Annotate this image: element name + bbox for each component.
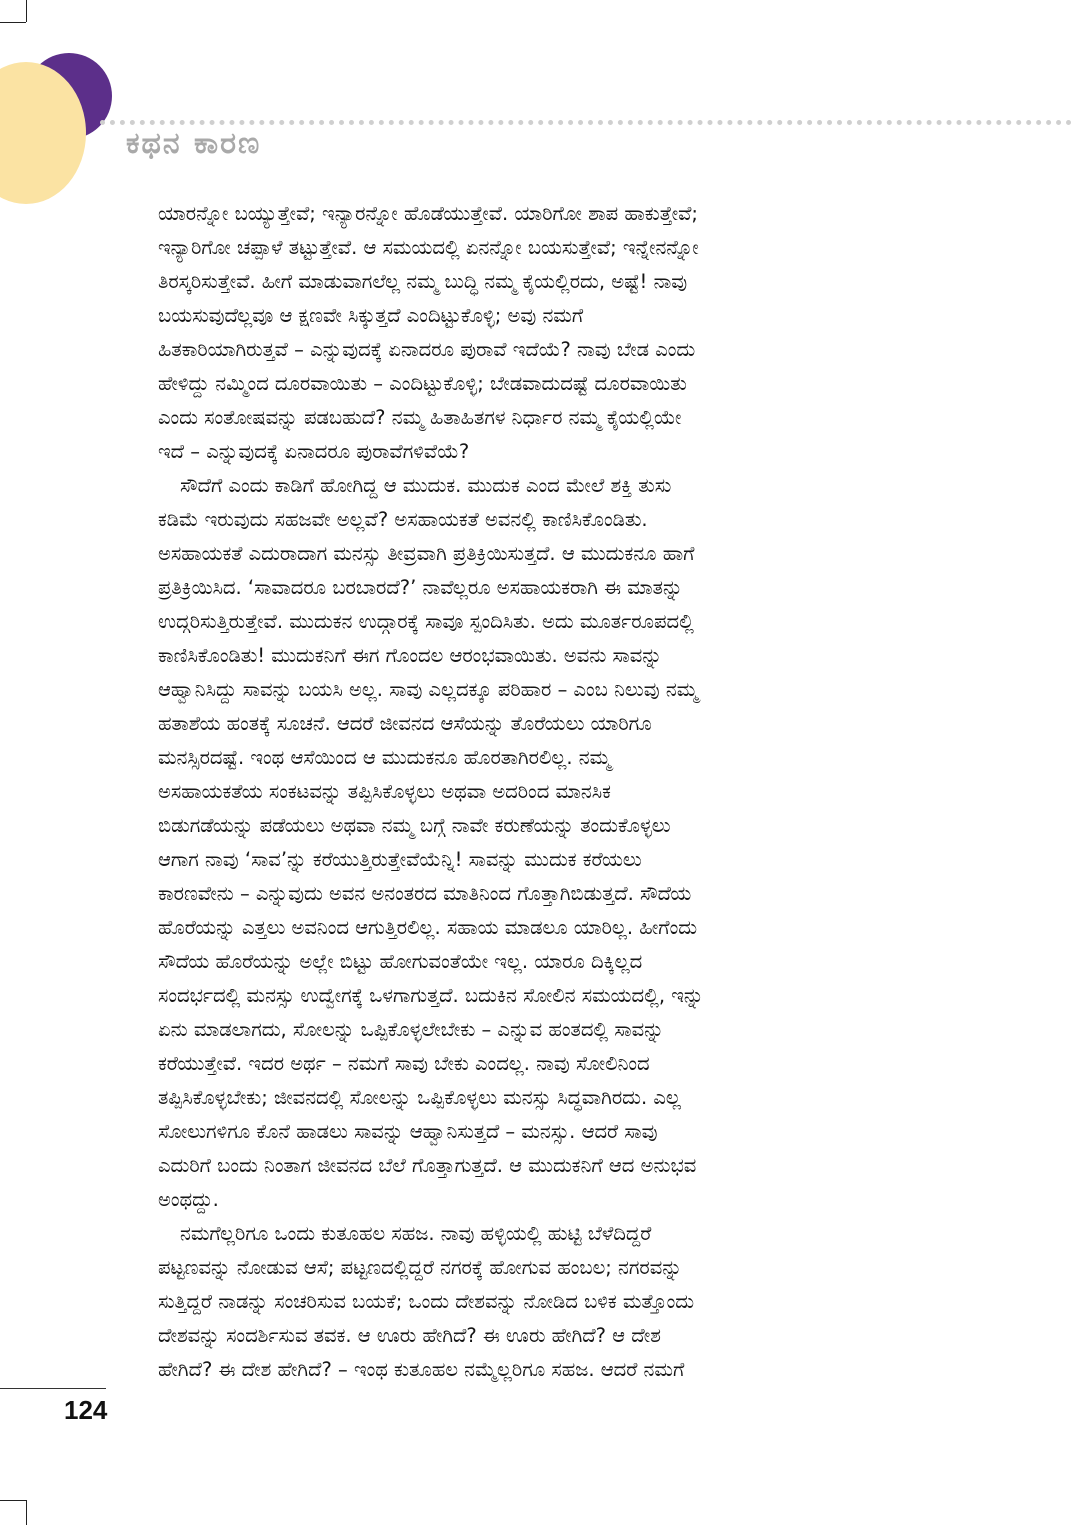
text-line: ಸುತ್ತಿದ್ದರೆ ನಾಡನ್ನು ಸಂಚರಿಸುವ ಬಯಕೆ; ಒಂದು ದೇಶವನ್ನು ನೋಡಿದ ಬಳಿಕ ಮತ್ತೊಂದು: [158, 1290, 695, 1313]
page-number: 124: [64, 1395, 108, 1425]
text-line: ಹೇಳಿದ್ದು ನಮ್ಮಿಂದ ದೂರವಾಯಿತು – ಎಂದಿಟ್ಟುಕೊಳ್ಳಿ; ಬೇಡವಾದುದಷ್ಟೆ ದೂರವಾಯಿತು: [158, 372, 687, 395]
text-line: ಸಂದರ್ಭದಲ್ಲಿ ಮನಸ್ಸು ಉದ್ವೇಗಕ್ಕೆ ಒಳಗಾಗುತ್ತದೆ. ಬದುಕಿನ ಸೋಲಿನ ಸಮಯದಲ್ಲಿ, ಇನ್ನು: [158, 984, 704, 1007]
crop-mark: [0, 1500, 26, 1501]
text-line: ಕಡಿಮೆ ಇರುವುದು ಸಹಜವೇ ಅಲ್ಲವೆ? ಅಸಹಾಯಕತೆ ಅವನಲ್ಲಿ ಕಾಣಿಸಿಕೊಂಡಿತು.: [158, 508, 648, 531]
text-line: ಕರೆಯುತ್ತೇವೆ. ಇದರ ಅರ್ಥ – ನಮಗೆ ಸಾವು ಬೇಕು ಎಂದಲ್ಲ. ನಾವು ಸೋಲಿನಿಂದ: [158, 1052, 650, 1075]
text-line: ಪಟ್ಟಣವನ್ನು ನೋಡುವ ಆಸೆ; ಪಟ್ಟಣದಲ್ಲಿದ್ದರೆ ನಗರಕ್ಕೆ ಹೋಗುವ ಹಂಬಲ; ನಗರವನ್ನು: [158, 1256, 682, 1279]
crop-mark: [26, 0, 27, 22]
text-line: ಅಸಹಾಯಕತೆಯ ಸಂಕಟವನ್ನು ತಪ್ಪಿಸಿಕೊಳ್ಳಲು ಅಥವಾ ಅದರಿಂದ ಮಾನಸಿಕ: [158, 780, 611, 803]
text-line: ಎಂದು ಸಂತೋಷವನ್ನು ಪಡಬಹುದೆ? ನಮ್ಮ ಹಿತಾಹಿತಗಳ ನಿರ್ಧಾರ ನಮ್ಮ ಕೈಯಲ್ಲಿಯೇ: [158, 406, 682, 429]
text-line: ಸೋಲುಗಳಿಗೂ ಕೊನೆ ಹಾಡಲು ಸಾವನ್ನು ಆಹ್ವಾನಿಸುತ್ತದೆ – ಮನಸ್ಸು. ಆದರೆ ಸಾವು: [158, 1120, 658, 1143]
paragraph: [158, 469, 908, 1217]
header-dotted-rule: [100, 120, 1072, 125]
text-line: ಅಸಹಾಯಕತೆ ಎದುರಾದಾಗ ಮನಸ್ಸು ತೀವ್ರವಾಗಿ ಪ್ರತಿಕ್ರಿಯಿಸುತ್ತದೆ. ಆ ಮುದುಕನೂ ಹಾಗೆ: [158, 542, 695, 565]
text-line: ಬಯಸುವುದೆಲ್ಲವೂ ಆ ಕ್ಷಣವೇ ಸಿಕ್ಕುತ್ತದೆ ಎಂದಿಟ್ಟುಕೊಳ್ಳಿ; ಅವು ನಮಗೆ: [158, 304, 584, 327]
body-text: [158, 197, 908, 1387]
text-line: ಇನ್ಯಾರಿಗೋ ಚಪ್ಪಾಳೆ ತಟ್ಟುತ್ತೇವೆ. ಆ ಸಮಯದಲ್ಲಿ ಏನನ್ನೋ ಬಯಸುತ್ತೇವೆ; ಇನ್ನೇನನ್ನೋ: [158, 236, 699, 259]
text-line: ಕಾರಣವೇನು – ಎನ್ನುವುದು ಅವನ ಅನಂತರದ ಮಾತಿನಿಂದ ಗೊತ್ತಾಗಿಬಿಡುತ್ತದೆ. ಸೌದೆಯ: [158, 882, 692, 905]
text-line: ಏನು ಮಾಡಲಾಗದು, ಸೋಲನ್ನು ಒಪ್ಪಿಕೊಳ್ಳಲೇಬೇಕು – ಎನ್ನುವ ಹಂತದಲ್ಲಿ ಸಾವನ್ನು: [158, 1018, 664, 1041]
crop-mark: [0, 22, 26, 23]
text-line: ತಪ್ಪಿಸಿಕೊಳ್ಳಬೇಕು; ಜೀವನದಲ್ಲಿ ಸೋಲನ್ನು ಒಪ್ಪಿಕೊಳ್ಳಲು ಮನಸ್ಸು ಸಿದ್ಧವಾಗಿರದು. ಎಲ್ಲ: [158, 1086, 681, 1109]
chapter-title: ಕಥನ ಕಾರಣ: [126, 126, 262, 161]
text-line: ಆಹ್ವಾನಿಸಿದ್ದು ಸಾವನ್ನು ಬಯಸಿ ಅಲ್ಲ. ಸಾವು ಎಲ್ಲದಕ್ಕೂ ಪರಿಹಾರ – ಎಂಬ ನಿಲುವು ನಮ್ಮ: [158, 678, 698, 701]
crop-mark: [26, 1500, 27, 1525]
text-line: ಇದೆ – ಎನ್ನುವುದಕ್ಕೆ ಏನಾದರೂ ಪುರಾವೆಗಳಿವೆಯೆ?: [158, 440, 470, 463]
footer-rule: [0, 1388, 106, 1389]
text-line: ಕಾಣಿಸಿಕೊಂಡಿತು! ಮುದುಕನಿಗೆ ಈಗ ಗೊಂದಲ ಆರಂಭವಾಯಿತು. ಅವನು ಸಾವನ್ನು: [158, 644, 662, 667]
text-line: ಸೌದೆಯ ಹೊರೆಯನ್ನು ಅಲ್ಲೇ ಬಿಟ್ಟು ಹೋಗುವಂತೆಯೇ ಇಲ್ಲ. ಯಾರೂ ದಿಕ್ಕಿಲ್ಲದ: [158, 950, 643, 973]
text-line: ಮನಸ್ಸಿರದಷ್ಟೆ. ಇಂಥ ಆಸೆಯಿಂದ ಆ ಮುದುಕನೂ ಹೊರತಾಗಿರಲಿಲ್ಲ. ನಮ್ಮ: [158, 746, 611, 769]
text-line: ಉದ್ಗರಿಸುತ್ತಿರುತ್ತೇವೆ. ಮುದುಕನ ಉದ್ಗಾರಕ್ಕೆ ಸಾವೂ ಸ್ಪಂದಿಸಿತು. ಅದು ಮೂರ್ತರೂಪದಲ್ಲಿ: [158, 610, 694, 633]
text-line: ಆಗಾಗ ನಾವು ‘ಸಾವ’ನ್ನು ಕರೆಯುತ್ತಿರುತ್ತೇವೆಯೆನ್ನಿ! ಸಾವನ್ನು ಮುದುಕ ಕರೆಯಲು: [158, 848, 642, 871]
text-line: ಹೊರೆಯನ್ನು ಎತ್ತಲು ಅವನಿಂದ ಆಗುತ್ತಿರಲಿಲ್ಲ. ಸಹಾಯ ಮಾಡಲೂ ಯಾರಿಲ್ಲ. ಹೀಗೆಂದು: [158, 916, 698, 939]
paragraph: [158, 197, 908, 469]
text-line: ತಿರಸ್ಕರಿಸುತ್ತೇವೆ. ಹೀಗೆ ಮಾಡುವಾಗಲೆಲ್ಲ ನಮ್ಮ ಬುದ್ಧಿ ನಮ್ಮ ಕೈಯಲ್ಲಿರದು, ಅಷ್ಟೆ! ನಾವು: [158, 270, 688, 293]
text-line: ಅಂಥದ್ದು.: [158, 1188, 219, 1211]
text-line: ಪ್ರತಿಕ್ರಿಯಿಸಿದ. ‘ಸಾವಾದರೂ ಬರಬಾರದೆ?’ ನಾವೆಲ್ಲರೂ ಅಸಹಾಯಕರಾಗಿ ಈ ಮಾತನ್ನು: [158, 576, 683, 599]
text-line: ಹತಾಶೆಯ ಹಂತಕ್ಕೆ ಸೂಚನೆ. ಆದರೆ ಜೀವನದ ಆಸೆಯನ್ನು ತೊರೆಯಲು ಯಾರಿಗೂ: [158, 712, 652, 735]
text-line: ಹೇಗಿದೆ? ಈ ದೇಶ ಹೇಗಿದೆ? – ಇಂಥ ಕುತೂಹಲ ನಮ್ಮೆಲ್ಲರಿಗೂ ಸಹಜ. ಆದರೆ ನಮಗೆ: [158, 1358, 685, 1381]
text-line: ಹಿತಕಾರಿಯಾಗಿರುತ್ತವೆ – ಎನ್ನುವುದಕ್ಕೆ ಏನಾದರೂ ಪುರಾವೆ ಇದೆಯೆ? ನಾವು ಬೇಡ ಎಂದು: [158, 338, 696, 361]
text-line: ಬಿಡುಗಡೆಯನ್ನು ಪಡೆಯಲು ಅಥವಾ ನಮ್ಮ ಬಗ್ಗೆ ನಾವೇ ಕರುಣೆಯನ್ನು ತಂದುಕೊಳ್ಳಲು: [158, 814, 671, 837]
paragraph: [158, 1217, 908, 1387]
text-line: ಯಾರನ್ನೋ ಬಯ್ಯುತ್ತೇವೆ; ಇನ್ಯಾರನ್ನೋ ಹೊಡೆಯುತ್ತೇವೆ. ಯಾರಿಗೋ ಶಾಪ ಹಾಕುತ್ತೇವೆ;: [158, 202, 698, 225]
text-line: ಸೌದೆಗೆ ಎಂದು ಕಾಡಿಗೆ ಹೋಗಿದ್ದ ಆ ಮುದುಕ. ಮುದುಕ ಎಂದ ಮೇಲೆ ಶಕ್ತಿ ತುಸು: [180, 474, 672, 497]
text-line: ಎದುರಿಗೆ ಬಂದು ನಿಂತಾಗ ಜೀವನದ ಬೆಲೆ ಗೊತ್ತಾಗುತ್ತದೆ. ಆ ಮುದುಕನಿಗೆ ಆದ ಅನುಭವ: [158, 1154, 697, 1177]
text-line: ನಮಗೆಲ್ಲರಿಗೂ ಒಂದು ಕುತೂಹಲ ಸಹಜ. ನಾವು ಹಳ್ಳಿಯಲ್ಲಿ ಹುಟ್ಟಿ ಬೆಳೆದಿದ್ದರೆ: [180, 1222, 652, 1245]
text-line: ದೇಶವನ್ನು ಸಂದರ್ಶಿಸುವ ತವಕ. ಆ ಊರು ಹೇಗಿದೆ? ಈ ಊರು ಹೇಗಿದೆ? ಆ ದೇಶ: [158, 1324, 661, 1347]
